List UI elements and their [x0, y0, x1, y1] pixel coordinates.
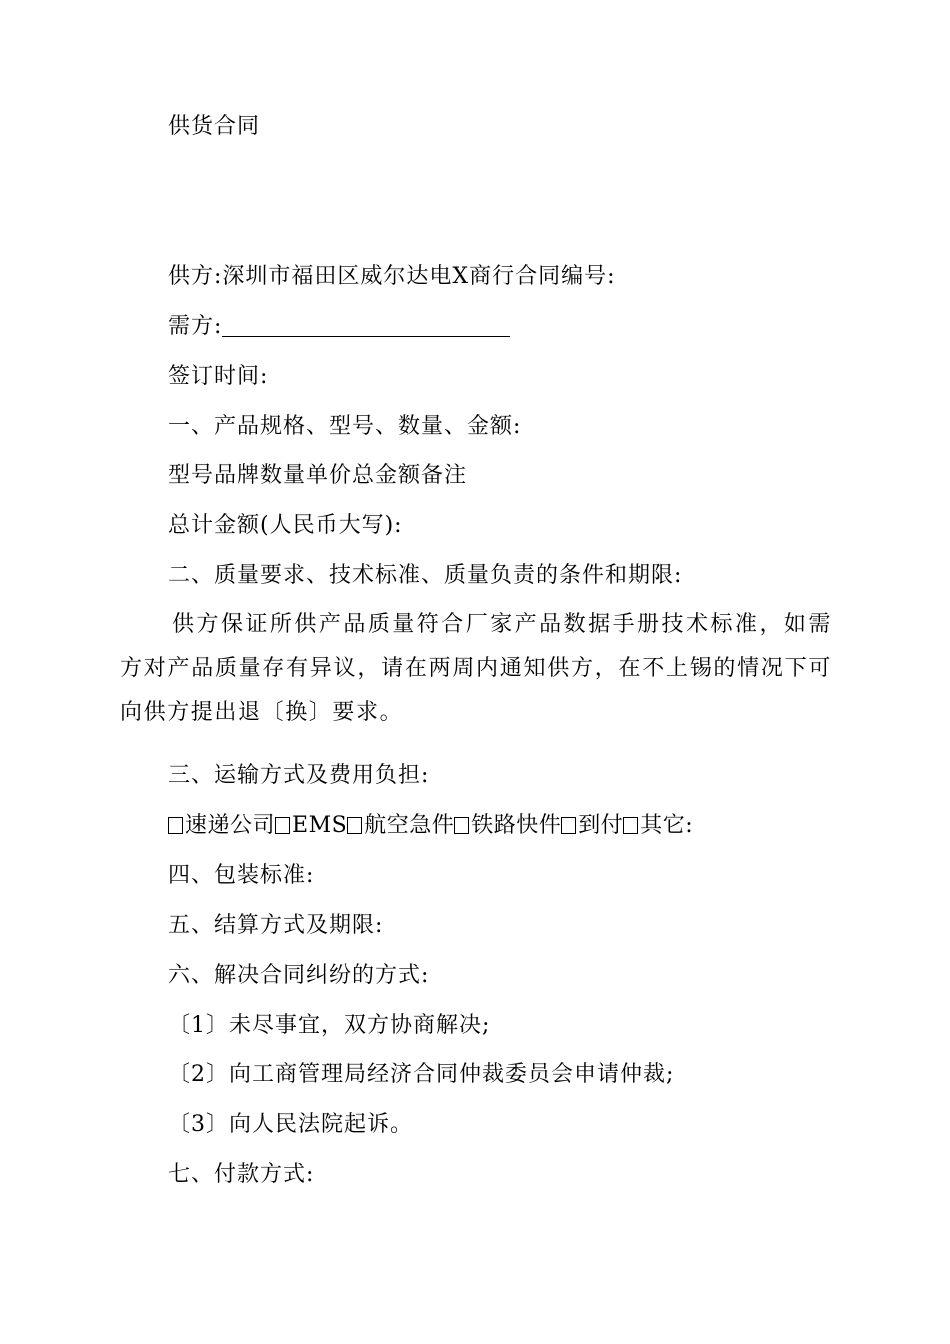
total-amount: 总计金额(人民币大写): [168, 513, 403, 538]
section-3-heading: 三、运输方式及费用负担: [168, 763, 430, 788]
section-4-heading: 四、包装标准: [168, 863, 315, 888]
sign-time: 签订时间: [168, 364, 269, 389]
dispute-item-2: 〔2〕向工商管理局经济合同仲裁委员会申请仲裁; [168, 1062, 675, 1087]
transport-option: 到付 [578, 813, 624, 838]
buyer-blank [222, 314, 510, 337]
buyer-label: 需方: [168, 314, 223, 339]
transport-option: EMS [292, 813, 348, 838]
transport-option: 其它: [640, 813, 694, 838]
section-7-heading: 七、付款方式: [168, 1162, 315, 1187]
section-6-heading: 六、解决合同纠纷的方式: [168, 963, 430, 988]
section-5-heading: 五、结算方式及期限: [168, 913, 384, 938]
supplier-line: 供方:深圳市福田区威尔达电X商行合同编号: [168, 264, 616, 289]
transport-option: 铁路快件 [471, 813, 562, 838]
section-1-heading: 一、产品规格、型号、数量、金额: [168, 414, 522, 439]
transport-option: 速递公司 [185, 813, 276, 838]
checkbox-icon [561, 817, 576, 834]
buyer-line [168, 312, 510, 342]
transport-option: 航空急件 [364, 813, 455, 838]
dispute-item-3: 〔3〕向人民法院起诉。 [168, 1112, 413, 1137]
checkbox-icon [168, 817, 183, 834]
quality-paragraph: 供方保证所供产品质量符合厂家产品数据手册技术标准，如需方对产品质量存有异议，请在两周内通知供方，在不上锡的情况下可向供方提出退〔换〕要求。 [120, 612, 832, 725]
transport-options [168, 811, 693, 841]
document-title: 供货合同 [168, 114, 261, 139]
section-2-heading: 二、质量要求、技术标准、质量负责的条件和期限: [168, 563, 683, 588]
table-header-line: 型号品牌数量单价总金额备注 [168, 463, 468, 488]
checkbox-icon [347, 817, 362, 834]
checkbox-icon [275, 817, 290, 834]
checkbox-icon [623, 817, 638, 834]
checkbox-icon [454, 817, 469, 834]
dispute-item-1: 〔1〕未尽事宜，双方协商解决; [168, 1013, 491, 1038]
